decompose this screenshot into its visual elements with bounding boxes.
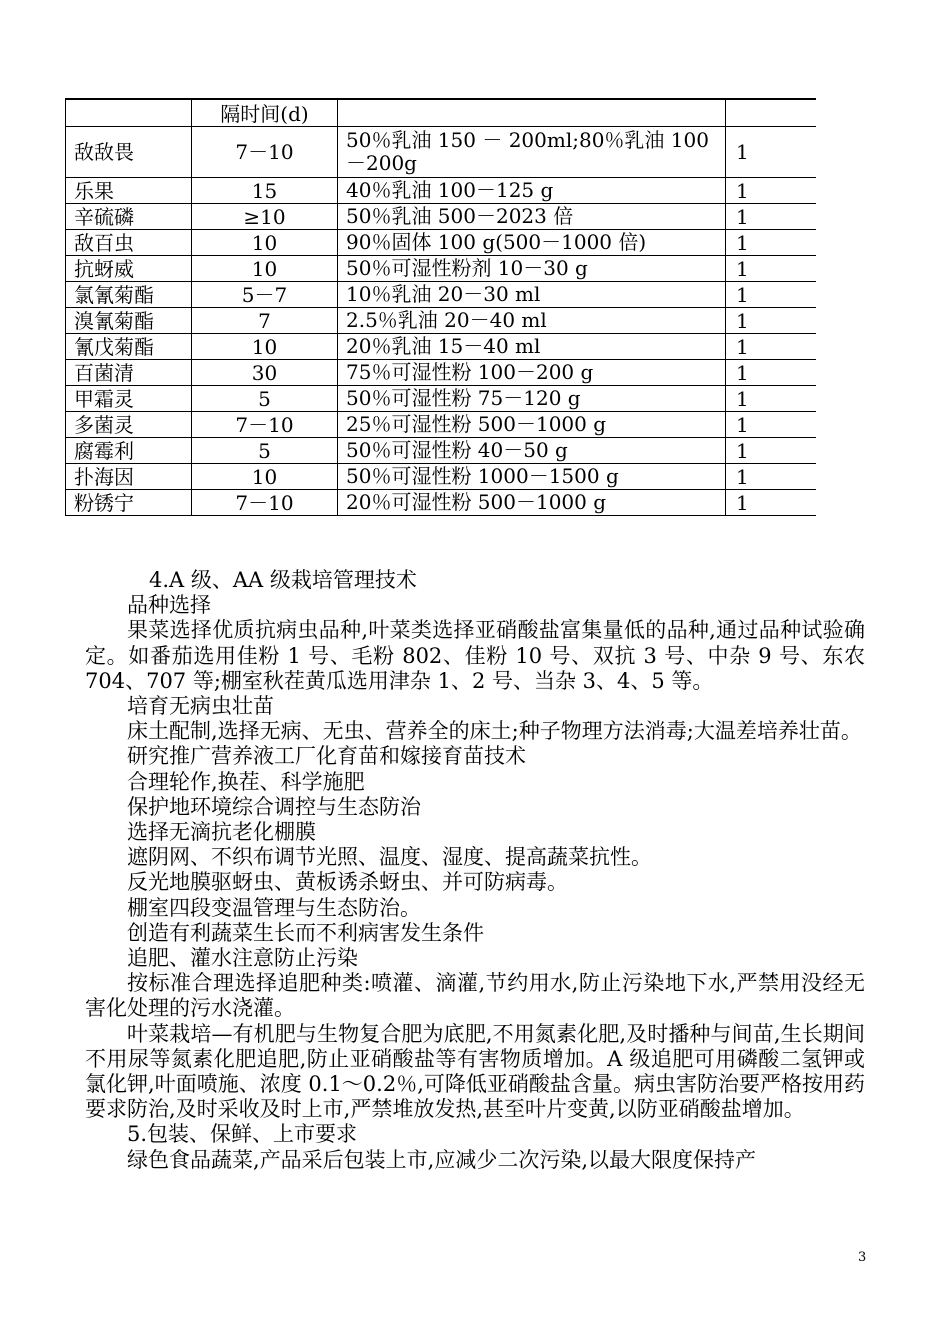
safety-interval: 30	[192, 360, 338, 386]
max-applications: 1	[726, 360, 816, 386]
dosage: 50％可湿性粉 40－50 g	[338, 438, 726, 464]
dosage: 50％可湿性粉 75－120 g	[338, 386, 726, 412]
table-row	[66, 256, 816, 282]
conditions-line: 创造有利蔬菜生长而不利病害发生条件	[127, 920, 484, 945]
pesticide-name: 百菌清	[66, 360, 192, 386]
table-row	[66, 464, 816, 490]
dosage: 40％乳油 100－125 g	[338, 178, 726, 204]
header-dosage-cell	[338, 99, 726, 127]
fertilizer-paragraph: 按标准合理选择追肥种类:喷灌、滴灌,节约用水,防止污染地下水,严禁用没经无害化处理的污水浇灌。	[85, 971, 865, 1021]
table-row	[66, 334, 816, 360]
shade-line: 遮阴网、不织布调节光照、温度、湿度、提高蔬菜抗性。	[127, 845, 652, 870]
pollution-line: 追肥、灌水注意防止污染	[127, 946, 358, 971]
max-applications: 1	[726, 230, 816, 256]
variety-paragraph: 果菜选择优质抗病虫品种,叶菜类选择亚硝酸盐富集量低的品种,通过品种试验确定。如番茄选用佳粉 1 号、毛粉 802、佳粉 10 号、双抗 3 号、中杂 9 号、东农 704、707 等;棚室秋茬黄瓜选用津杂 1、2 号、当杂 3、4、5 等。	[85, 618, 865, 693]
max-applications: 1	[726, 490, 816, 516]
max-applications: 1	[726, 464, 816, 490]
seedling-heading: 培育无病虫壮苗	[127, 694, 274, 719]
safety-interval: 5－7	[192, 282, 338, 308]
greenhouse-line: 棚室四段变温管理与生态防治。	[127, 895, 421, 920]
safety-interval: 7－10	[192, 127, 338, 178]
section-4-title: 4.A 级、AA 级栽培管理技术	[149, 568, 417, 592]
dosage: 25％可湿性粉 500－1000 g	[338, 412, 726, 438]
safety-interval: 10	[192, 256, 338, 282]
pesticide-name: 敌百虫	[66, 230, 192, 256]
header-interval-cell: 隔时间(d)	[192, 99, 338, 127]
max-applications: 1	[726, 204, 816, 230]
packaging-paragraph: 绿色食品蔬菜,产品采后包装上市,应减少二次污染,以最大限度保持产	[127, 1147, 757, 1172]
table-row	[66, 490, 816, 516]
table-row	[66, 412, 816, 438]
safety-interval: ≥10	[192, 204, 338, 230]
film-line: 选择无滴抗老化棚膜	[127, 820, 316, 845]
dosage: 50％乳油 500－2023 倍	[338, 204, 726, 230]
reflective-line: 反光地膜驱蚜虫、黄板诱杀蚜虫、并可防病毒。	[127, 870, 568, 895]
body-text	[85, 568, 865, 1173]
env-control-line: 保护地环境综合调控与生态防治	[127, 794, 421, 819]
safety-interval: 10	[192, 334, 338, 360]
leafy-paragraph: 叶菜栽培—有机肥与生物复合肥为底肥,不用氮素化肥,及时播种与间苗,生长期间不用尿等氮素化肥追肥,防止亚硝酸盐等有害物质增加。A 级追肥可用磷酸二氢钾或氯化钾,叶面喷施、浓度 0.1～0.2％,可降低亚硝酸盐含量。病虫害防治要严格按用药要求防治,及时采收及时上市,严禁堆放发热,甚至叶片变黄,以防亚硝酸盐增加。	[85, 1021, 865, 1122]
safety-interval: 15	[192, 178, 338, 204]
safety-interval: 7－10	[192, 490, 338, 516]
safety-interval: 5	[192, 438, 338, 464]
table-row	[66, 230, 816, 256]
max-applications: 1	[726, 308, 816, 334]
pesticide-name: 氰戊菊酯	[66, 334, 192, 360]
table-row	[66, 127, 816, 178]
pesticide-name: 腐霉利	[66, 438, 192, 464]
table-header-row	[66, 99, 816, 127]
dosage: 20％乳油 15－40 ml	[338, 334, 726, 360]
header-name-cell	[66, 99, 192, 127]
page-number: 3	[858, 1250, 867, 1265]
dosage: 20％可湿性粉 500－1000 g	[338, 490, 726, 516]
safety-interval: 7	[192, 308, 338, 334]
pesticide-name: 乐果	[66, 178, 192, 204]
pesticide-name: 氯氰菊酯	[66, 282, 192, 308]
pesticide-name: 敌敌畏	[66, 127, 192, 178]
pesticide-name: 粉锈宁	[66, 490, 192, 516]
variety-heading: 品种选择	[127, 593, 211, 618]
safety-interval: 5	[192, 386, 338, 412]
safety-interval: 10	[192, 230, 338, 256]
pesticide-name: 扑海因	[66, 464, 192, 490]
safety-interval: 7－10	[192, 412, 338, 438]
max-applications: 1	[726, 386, 816, 412]
max-applications: 1	[726, 178, 816, 204]
dosage: 50％可湿性粉 1000－1500 g	[338, 464, 726, 490]
pesticide-name: 多菌灵	[66, 412, 192, 438]
table-row	[66, 282, 816, 308]
dosage: 2.5％乳油 20－40 ml	[338, 308, 726, 334]
section-5-title: 5.包装、保鲜、上市要求	[127, 1122, 358, 1147]
pesticide-name: 辛硫磷	[66, 204, 192, 230]
max-applications: 1	[726, 412, 816, 438]
safety-interval: 10	[192, 464, 338, 490]
rotation-line: 合理轮作,换茬、科学施肥	[127, 769, 365, 794]
seedling-paragraph: 床土配制,选择无病、无虫、营养全的床土;种子物理方法消毒;大温差培养壮苗。	[127, 719, 862, 744]
dosage: 50％乳油 150 － 200ml;80％乳油 100－200g	[338, 127, 726, 178]
dosage: 10％乳油 20－30 ml	[338, 282, 726, 308]
pesticide-name: 甲霜灵	[66, 386, 192, 412]
header-times-cell	[726, 99, 816, 127]
table-row	[66, 386, 816, 412]
pesticide-table	[65, 98, 816, 516]
pesticide-name: 抗蚜威	[66, 256, 192, 282]
max-applications: 1	[726, 282, 816, 308]
max-applications: 1	[726, 334, 816, 360]
table-row	[66, 178, 816, 204]
max-applications: 1	[726, 438, 816, 464]
max-applications: 1	[726, 256, 816, 282]
table-row	[66, 308, 816, 334]
max-applications: 1	[726, 127, 816, 178]
dosage: 50％可湿性粉剂 10－30 g	[338, 256, 726, 282]
dosage: 90％固体 100 g(500－1000 倍)	[338, 230, 726, 256]
pesticide-name: 溴氰菊酯	[66, 308, 192, 334]
research-line: 研究推广营养液工厂化育苗和嫁接育苗技术	[127, 744, 526, 769]
table-row	[66, 360, 816, 386]
table-row	[66, 204, 816, 230]
table-row	[66, 438, 816, 464]
dosage: 75％可湿性粉 100－200 g	[338, 360, 726, 386]
